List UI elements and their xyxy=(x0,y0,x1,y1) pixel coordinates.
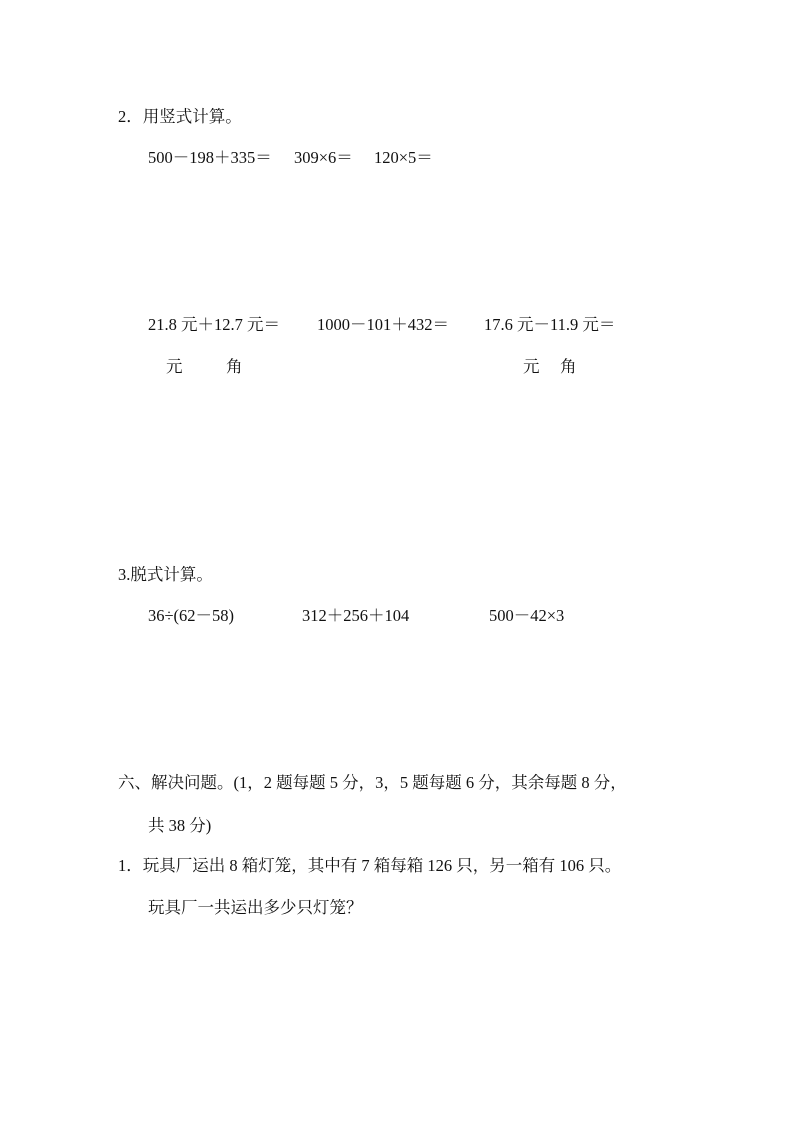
q2-expr-3: 120×5＝ xyxy=(374,148,433,167)
q2-expr-5: 1000－101＋432＝ xyxy=(317,315,449,334)
q3-expr-2: 312＋256＋104 xyxy=(302,606,410,625)
unit-jiao-left: 角 xyxy=(226,357,243,376)
q2-title: 2．用竖式计算。 xyxy=(118,107,242,126)
section6-title: 六、解决问题。(1，2 题每题 5 分，3，5 题每题 6 分，其余每题 8 分， xyxy=(118,773,627,792)
section6-title-cont: 共 38 分) xyxy=(148,816,212,835)
q3-expr-3: 500－42×3 xyxy=(489,606,565,625)
unit-yuan-left: 元 xyxy=(166,357,183,376)
q3-expr-1: 36÷(62－58) xyxy=(148,606,235,625)
q2-expr-1: 500－198＋335＝ xyxy=(148,148,272,167)
problem-1-question: 玩具厂一共运出多少只灯笼？ xyxy=(148,898,363,917)
problem-1: 1．玩具厂运出 8 箱灯笼，其中有 7 箱每箱 126 只，另一箱有 106 只。 xyxy=(118,856,622,875)
unit-jiao-right: 角 xyxy=(560,357,577,376)
q3-title: 3.脱式计算。 xyxy=(118,565,213,584)
unit-yuan-right: 元 xyxy=(523,357,540,376)
q2-expr-6: 17.6 元－11.9 元＝ xyxy=(484,315,616,334)
q2-expr-2: 309×6＝ xyxy=(294,148,353,167)
q2-expr-4: 21.8 元＋12.7 元＝ xyxy=(148,315,280,334)
